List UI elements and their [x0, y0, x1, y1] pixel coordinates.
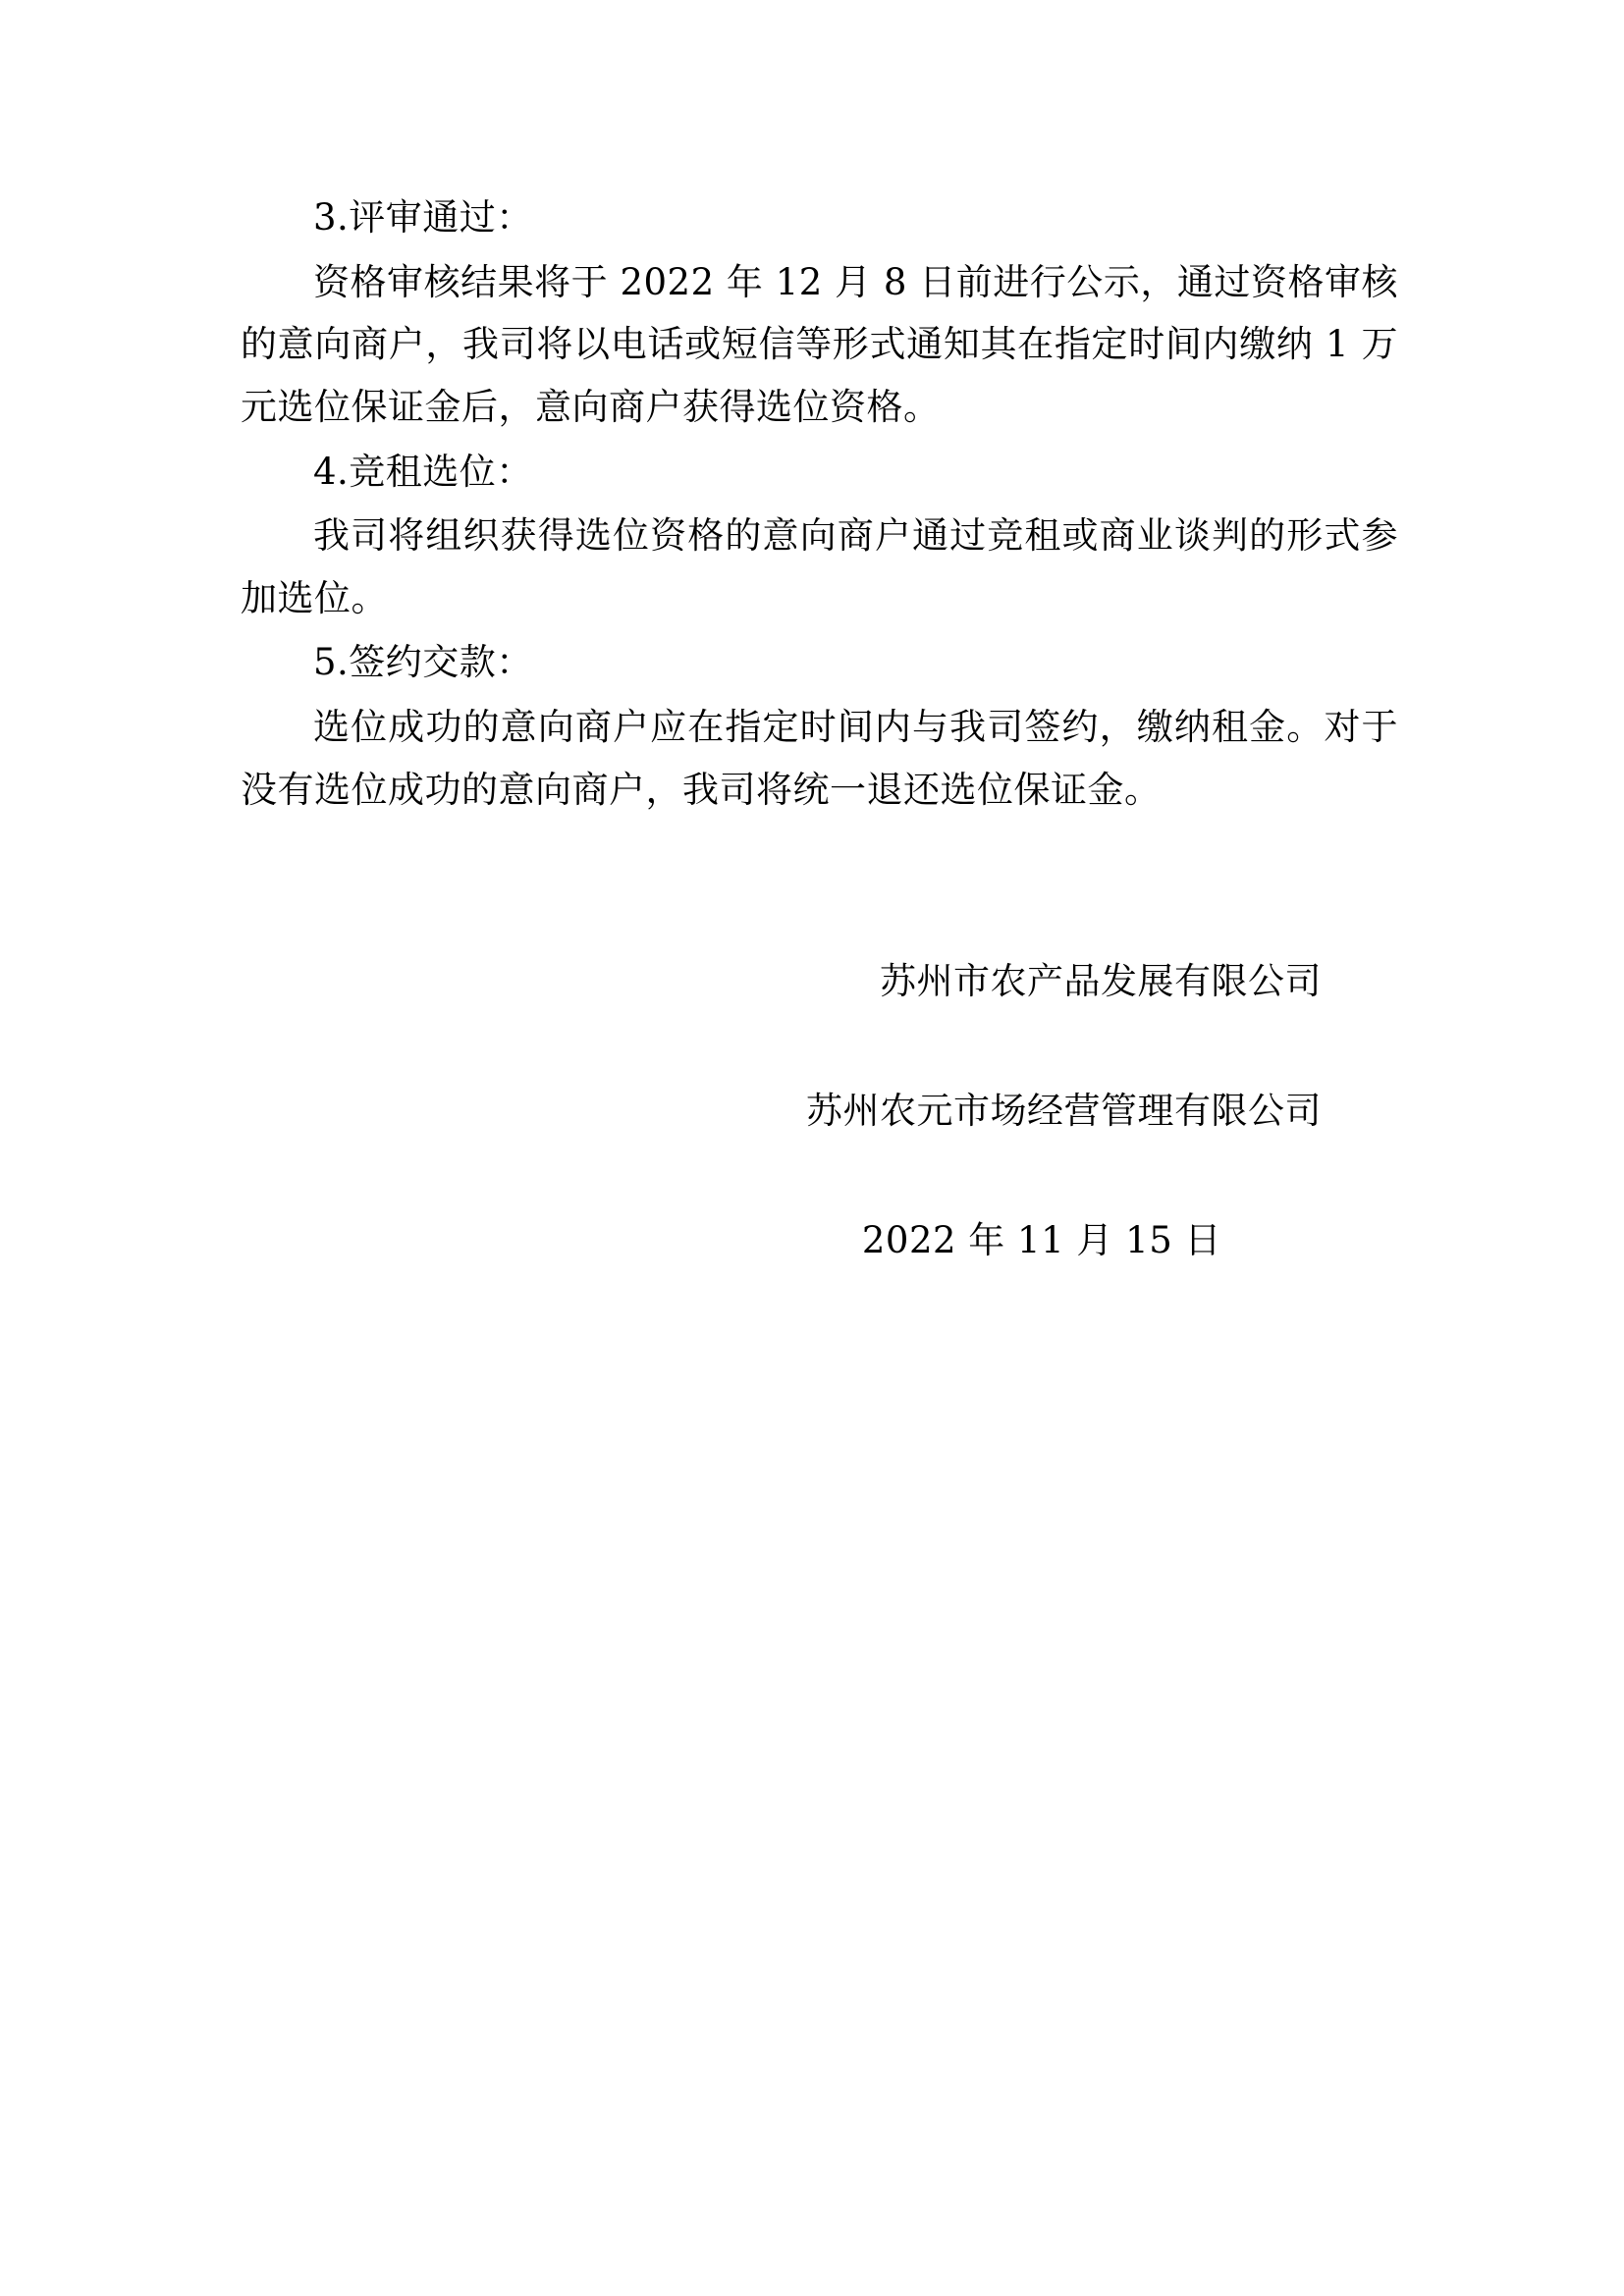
signature-company-1: 苏州市农产品发展有限公司 — [880, 960, 1322, 1003]
section-heading-3: 3.评审通过： — [313, 196, 533, 239]
section-paragraph-5: 选位成功的意向商户应在指定时间内与我司签约，缴纳租金。对于没有选位成功的意向商户，我司将统一退还选位保证金。 — [241, 706, 1398, 811]
section-heading-4: 4.竞租选位： — [313, 450, 533, 493]
section-paragraph-4: 我司将组织获得选位资格的意向商户通过竞租或商业谈判的形式参加选位。 — [241, 514, 1398, 619]
signature-date: 2022 年 11 月 15 日 — [861, 1218, 1221, 1261]
signature-block — [241, 950, 1398, 1271]
section-paragraph-3: 资格审核结果将于 2022 年 12 月 8 日前进行公示，通过资格审核的意向商户，我司将以电话或短信等形式通知其在指定时间内缴纳 1 万元选位保证金后，意向商户获得选位资格。 — [241, 260, 1398, 428]
signature-company-2: 苏州农元市场经营管理有限公司 — [806, 1089, 1322, 1132]
document-body — [241, 187, 1398, 1271]
section-heading-5: 5.签约交款： — [313, 641, 533, 684]
